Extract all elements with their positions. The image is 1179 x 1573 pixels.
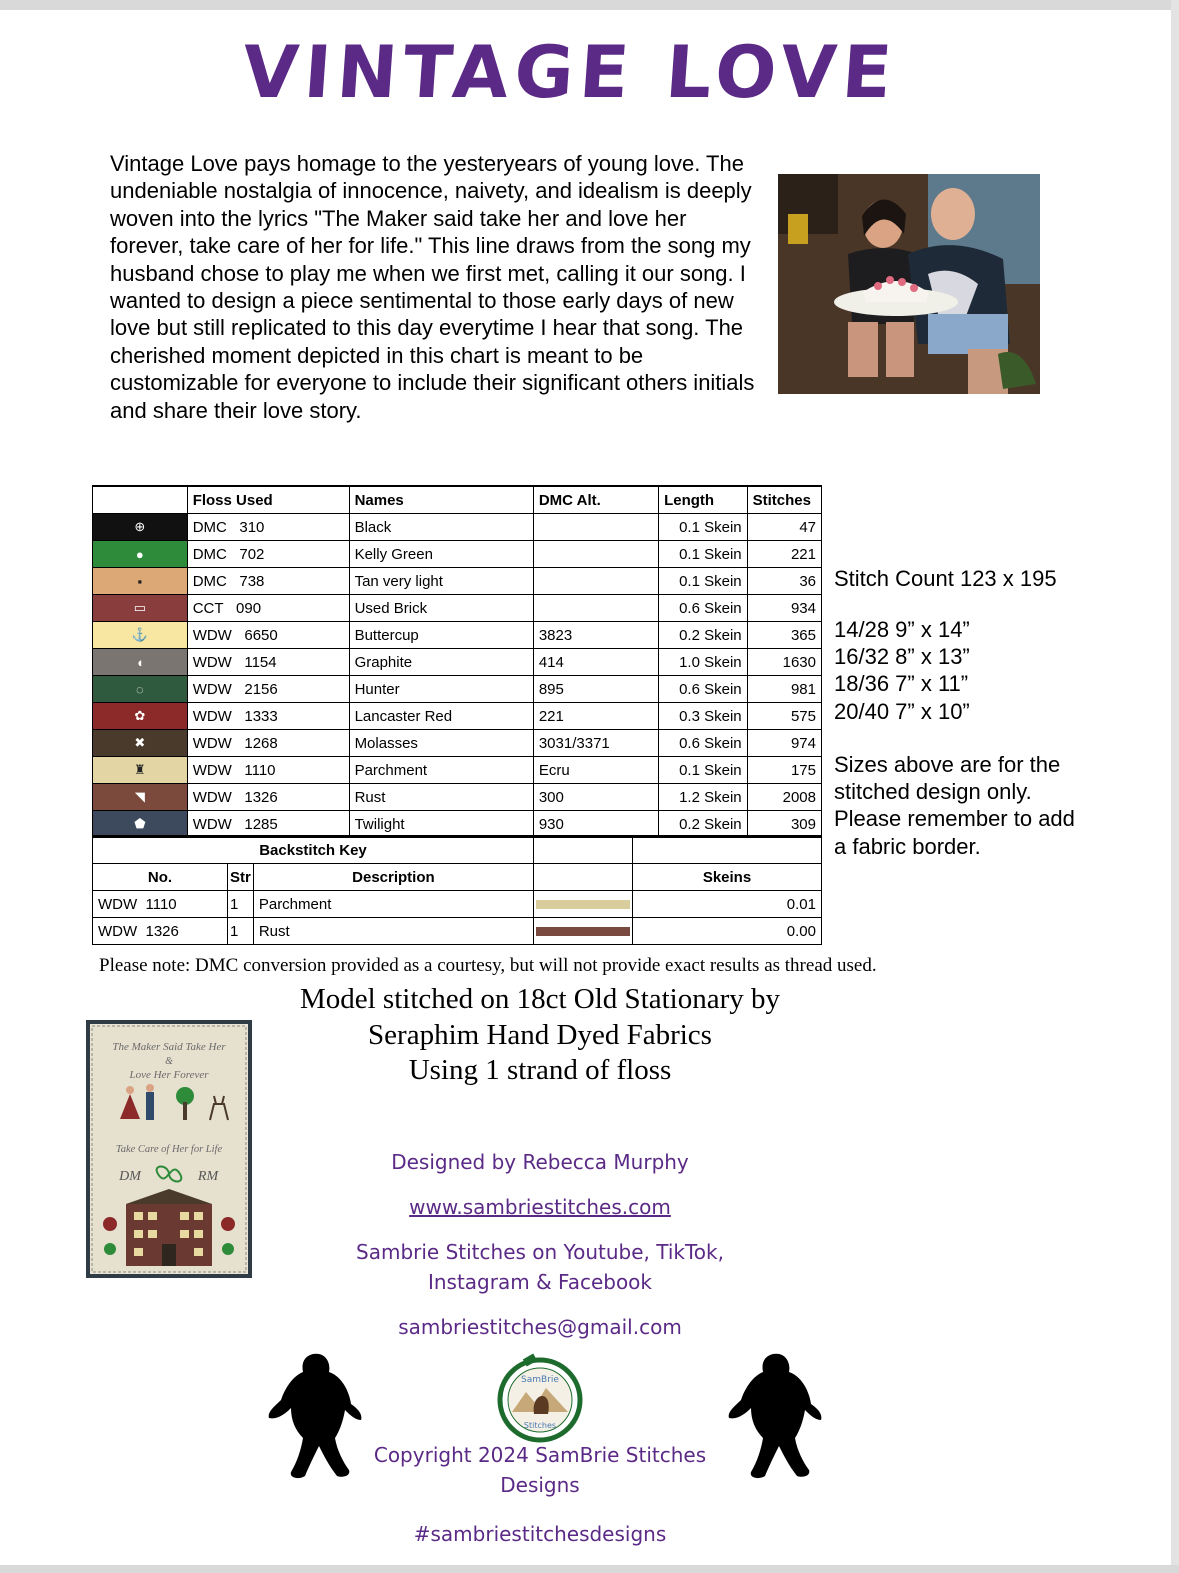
floss-brand: WDW [192,653,232,671]
symbol-header [93,486,188,514]
floss-code [187,676,349,703]
floss-stitches: 934 [747,595,821,622]
floss-symbol-icon: ♜ [134,762,146,777]
floss-length: 0.6 Skein [659,676,748,703]
floss-number: 310 [239,518,265,536]
logo-top-text: SamBrie [521,1375,559,1385]
floss-number: 738 [239,572,265,590]
floss-code [187,568,349,595]
backstitch-code [93,918,228,945]
backstitch-title-row [93,836,822,864]
floss-number: 1326 [244,788,278,806]
floss-length: 1.0 Skein [659,649,748,676]
floss-number: 090 [236,599,262,617]
backstitch-color-bar [536,927,630,936]
backstitch-table [92,835,822,945]
floss-number: 1268 [244,734,278,752]
page-bottom-edge [0,1565,1179,1573]
dmc-alt-header: DMC Alt. [533,486,658,514]
floss-stitches: 221 [747,541,821,568]
floss-brand: WDW [192,707,232,725]
model-info [230,982,850,1089]
floss-code [187,514,349,541]
floss-length: 0.2 Skein [659,622,748,649]
backstitch-str: 1 [228,891,254,918]
backstitch-row [93,891,822,918]
backstitch-description: Rust [253,918,533,945]
preview-initials-left: DM [119,1169,141,1184]
floss-row [93,595,822,622]
sambrie-logo-icon [494,1352,586,1444]
floss-symbol-icon: ◥ [134,789,145,804]
hashtag: #sambriestitchesdesigns [413,1522,667,1546]
backstitch-str: 1 [228,918,254,945]
sizes-note-line: a fabric border. [834,833,981,859]
floss-row [93,514,822,541]
backstitch-color-bar [536,900,630,909]
couple-photo [778,174,1040,394]
names-header: Names [349,486,533,514]
floss-dmc-alt: 895 [533,676,658,703]
floss-length: 0.1 Skein [659,514,748,541]
social-line: Instagram & Facebook [427,1270,653,1294]
length-header: Length [659,486,748,514]
floss-symbol-icon: ✖ [134,735,146,750]
backstitch-skeins-header: Skeins [633,864,822,891]
sizes-note-line: stitched design only. [834,779,1032,805]
floss-number: 6650 [244,626,278,644]
floss-swatch [93,649,188,676]
floss-name: Molasses [349,730,533,757]
floss-length: 0.1 Skein [659,568,748,595]
floss-row [93,757,822,784]
size-line: 14/28 9” x 14” [834,617,970,642]
floss-row [93,730,822,757]
floss-table [92,485,822,838]
floss-row [93,811,822,838]
floss-code [187,811,349,838]
floss-header: Floss Used [187,486,349,514]
backstitch-str-header: Str [228,864,254,891]
preview-line: Love Her Forever [129,1069,209,1081]
floss-stitches: 309 [747,811,821,838]
floss-brand: DMC [192,518,227,536]
floss-swatch [93,541,188,568]
backstitch-description: Parchment [253,891,533,918]
floss-stitches: 974 [747,730,821,757]
design-preview [86,1020,252,1278]
floss-length: 0.1 Skein [659,541,748,568]
copyright [270,1443,810,1497]
floss-symbol-icon: ⬟ [134,816,146,831]
social-text [270,1240,810,1294]
email-text: sambriestitches@gmail.com [398,1315,682,1339]
floss-stitches: 981 [747,676,821,703]
floss-dmc-alt: 3823 [533,622,658,649]
preview-line: The Maker Said Take Her [112,1041,226,1053]
floss-number: 1333 [244,707,278,725]
backstitch-header-row [93,864,822,891]
floss-stitches: 2008 [747,784,821,811]
backstitch-no-header: No. [93,864,228,891]
floss-dmc-alt [533,541,658,568]
floss-row [93,649,822,676]
floss-code [187,649,349,676]
preview-line: Take Care of Her for Life [115,1144,223,1155]
backstitch-row [93,918,822,945]
floss-length: 0.6 Skein [659,595,748,622]
model-line: Model stitched on 18ct Old Stationary by [299,983,781,1015]
floss-number: 2156 [244,680,278,698]
floss-brand: WDW [192,626,232,644]
floss-swatch [93,676,188,703]
website-link-wrap [270,1195,810,1219]
floss-number: 702 [239,545,265,563]
floss-dmc-alt [533,595,658,622]
floss-row [93,568,822,595]
floss-swatch [93,757,188,784]
floss-brand: WDW [192,761,232,779]
floss-code [187,730,349,757]
floss-code [187,595,349,622]
floss-symbol-icon: ⊕ [134,519,146,534]
floss-name: Parchment [349,757,533,784]
floss-stitches: 365 [747,622,821,649]
intro-paragraph: Vintage Love pays homage to the yesteryears of young love. The undeniable nostalgia of innocence, naivety, and idealism is deeply woven into the lyrics "The Maker said take her and love her forever, take care of her for life." This line draws from the song my husband chose to play me when we first met, calling it our song. I wanted to design a piece sentimental to those early days of new love but still replicated to this day everytime I hear that song. The cherished moment depicted in this chart is meant to be customizable for everyone to include their significant others initials and share their love story. [110,151,755,423]
floss-swatch [93,622,188,649]
floss-stitches: 1630 [747,649,821,676]
designer-credit: Designed by Rebecca Murphy [391,1150,689,1174]
floss-row [93,541,822,568]
floss-name: Tan very light [349,568,533,595]
page-right-edge [1171,0,1179,1573]
floss-name: Kelly Green [349,541,533,568]
floss-row [93,622,822,649]
floss-length: 0.3 Skein [659,703,748,730]
model-line: Seraphim Hand Dyed Fabrics [368,1018,712,1051]
floss-dmc-alt: Ecru [533,757,658,784]
floss-brand: DMC [192,545,227,563]
size-line: 20/40 7” x 10” [834,698,970,724]
sizes-note-line: Please remember to add [834,806,1075,832]
website-link[interactable]: www.sambriestitches.com [409,1195,671,1219]
floss-swatch [93,730,188,757]
preview-initials-right: RM [197,1169,219,1184]
floss-dmc-alt: 930 [533,811,658,838]
floss-brand: WDW [192,734,232,752]
floss-symbol-icon: ⚓ [131,627,148,642]
floss-row [93,703,822,730]
floss-brand: WDW [192,680,232,698]
floss-swatch [93,703,188,730]
floss-length: 0.1 Skein [659,757,748,784]
floss-code [187,622,349,649]
copyright-line: Copyright 2024 SamBrie Stitches [373,1443,707,1467]
preview-line: & [165,1056,173,1067]
floss-symbol-icon: ▭ [133,600,146,615]
floss-symbol-icon: ◌ [135,681,144,697]
floss-dmc-alt: 3031/3371 [533,730,658,757]
backstitch-brand: WDW [98,895,138,913]
floss-swatch [93,811,188,838]
backstitch-title: Backstitch Key [93,836,534,864]
model-line: Using 1 strand of floss [408,1054,672,1086]
floss-name: Rust [349,784,533,811]
size-list [834,616,970,725]
floss-number: 1110 [244,761,276,779]
floss-row [93,676,822,703]
floss-name: Twilight [349,811,533,838]
floss-symbol-icon: ◖ [135,654,144,670]
floss-name: Lancaster Red [349,703,533,730]
backstitch-blank-header [633,836,822,864]
floss-stitches: 175 [747,757,821,784]
floss-length: 0.6 Skein [659,730,748,757]
floss-code [187,541,349,568]
floss-length: 0.2 Skein [659,811,748,838]
backstitch-description-header: Description [253,864,533,891]
floss-number: 1154 [244,653,277,671]
social-line: Sambrie Stitches on Youtube, TikTok, [356,1240,724,1264]
backstitch-skeins: 0.01 [633,891,822,918]
floss-stitches: 575 [747,703,821,730]
floss-swatch [93,568,188,595]
floss-brand: CCT [192,599,224,617]
floss-name: Buttercup [349,622,533,649]
sizes-note [834,751,1075,860]
backstitch-swatch [534,918,633,945]
floss-symbol-icon: ▪ [137,573,143,589]
backstitch-number: 1110 [145,895,177,913]
sizes-note-line: Sizes above are for the [834,752,1061,777]
floss-swatch [93,595,188,622]
floss-stitches: 36 [747,568,821,595]
copyright-line: Designs [500,1473,580,1497]
floss-brand: WDW [192,815,232,833]
floss-dmc-alt: 300 [533,784,658,811]
floss-symbol-icon: ✿ [134,708,146,723]
floss-length: 1.2 Skein [659,784,748,811]
size-line: 16/32 8” x 13” [834,644,970,670]
floss-dmc-alt [533,514,658,541]
floss-number: 1285 [244,815,278,833]
floss-dmc-alt: 414 [533,649,658,676]
size-line: 18/36 7” x 11” [834,671,969,697]
floss-code [187,757,349,784]
floss-brand: WDW [192,788,232,806]
backstitch-code [93,891,228,918]
floss-name: Black [349,514,533,541]
floss-swatch [93,784,188,811]
floss-dmc-alt: 221 [533,703,658,730]
backstitch-skeins: 0.00 [633,918,822,945]
floss-brand: DMC [192,572,227,590]
floss-table-header [93,486,822,514]
backstitch-swatch-header [534,836,633,864]
floss-name: Hunter [349,676,533,703]
floss-symbol-icon: ● [135,546,144,562]
logo-bottom-text: Stitches [523,1421,557,1430]
backstitch-brand: WDW [98,922,138,940]
floss-dmc-alt [533,568,658,595]
floss-name: Graphite [349,649,533,676]
floss-row [93,784,822,811]
stitch-count: Stitch Count 123 x 195 [834,566,1057,591]
page-title: VINTAGE LOVE [239,30,901,114]
backstitch-number: 1326 [145,922,179,940]
floss-name: Used Brick [349,595,533,622]
page-top-edge [0,0,1179,10]
conversion-note: Please note: DMC conversion provided as a courtesy, but will not provide exact results as thread used. [99,955,877,976]
floss-code [187,784,349,811]
floss-stitches: 47 [747,514,821,541]
stitches-header: Stitches [747,486,821,514]
floss-code [187,703,349,730]
backstitch-color-header [534,864,633,891]
floss-swatch [93,514,188,541]
backstitch-swatch [534,891,633,918]
